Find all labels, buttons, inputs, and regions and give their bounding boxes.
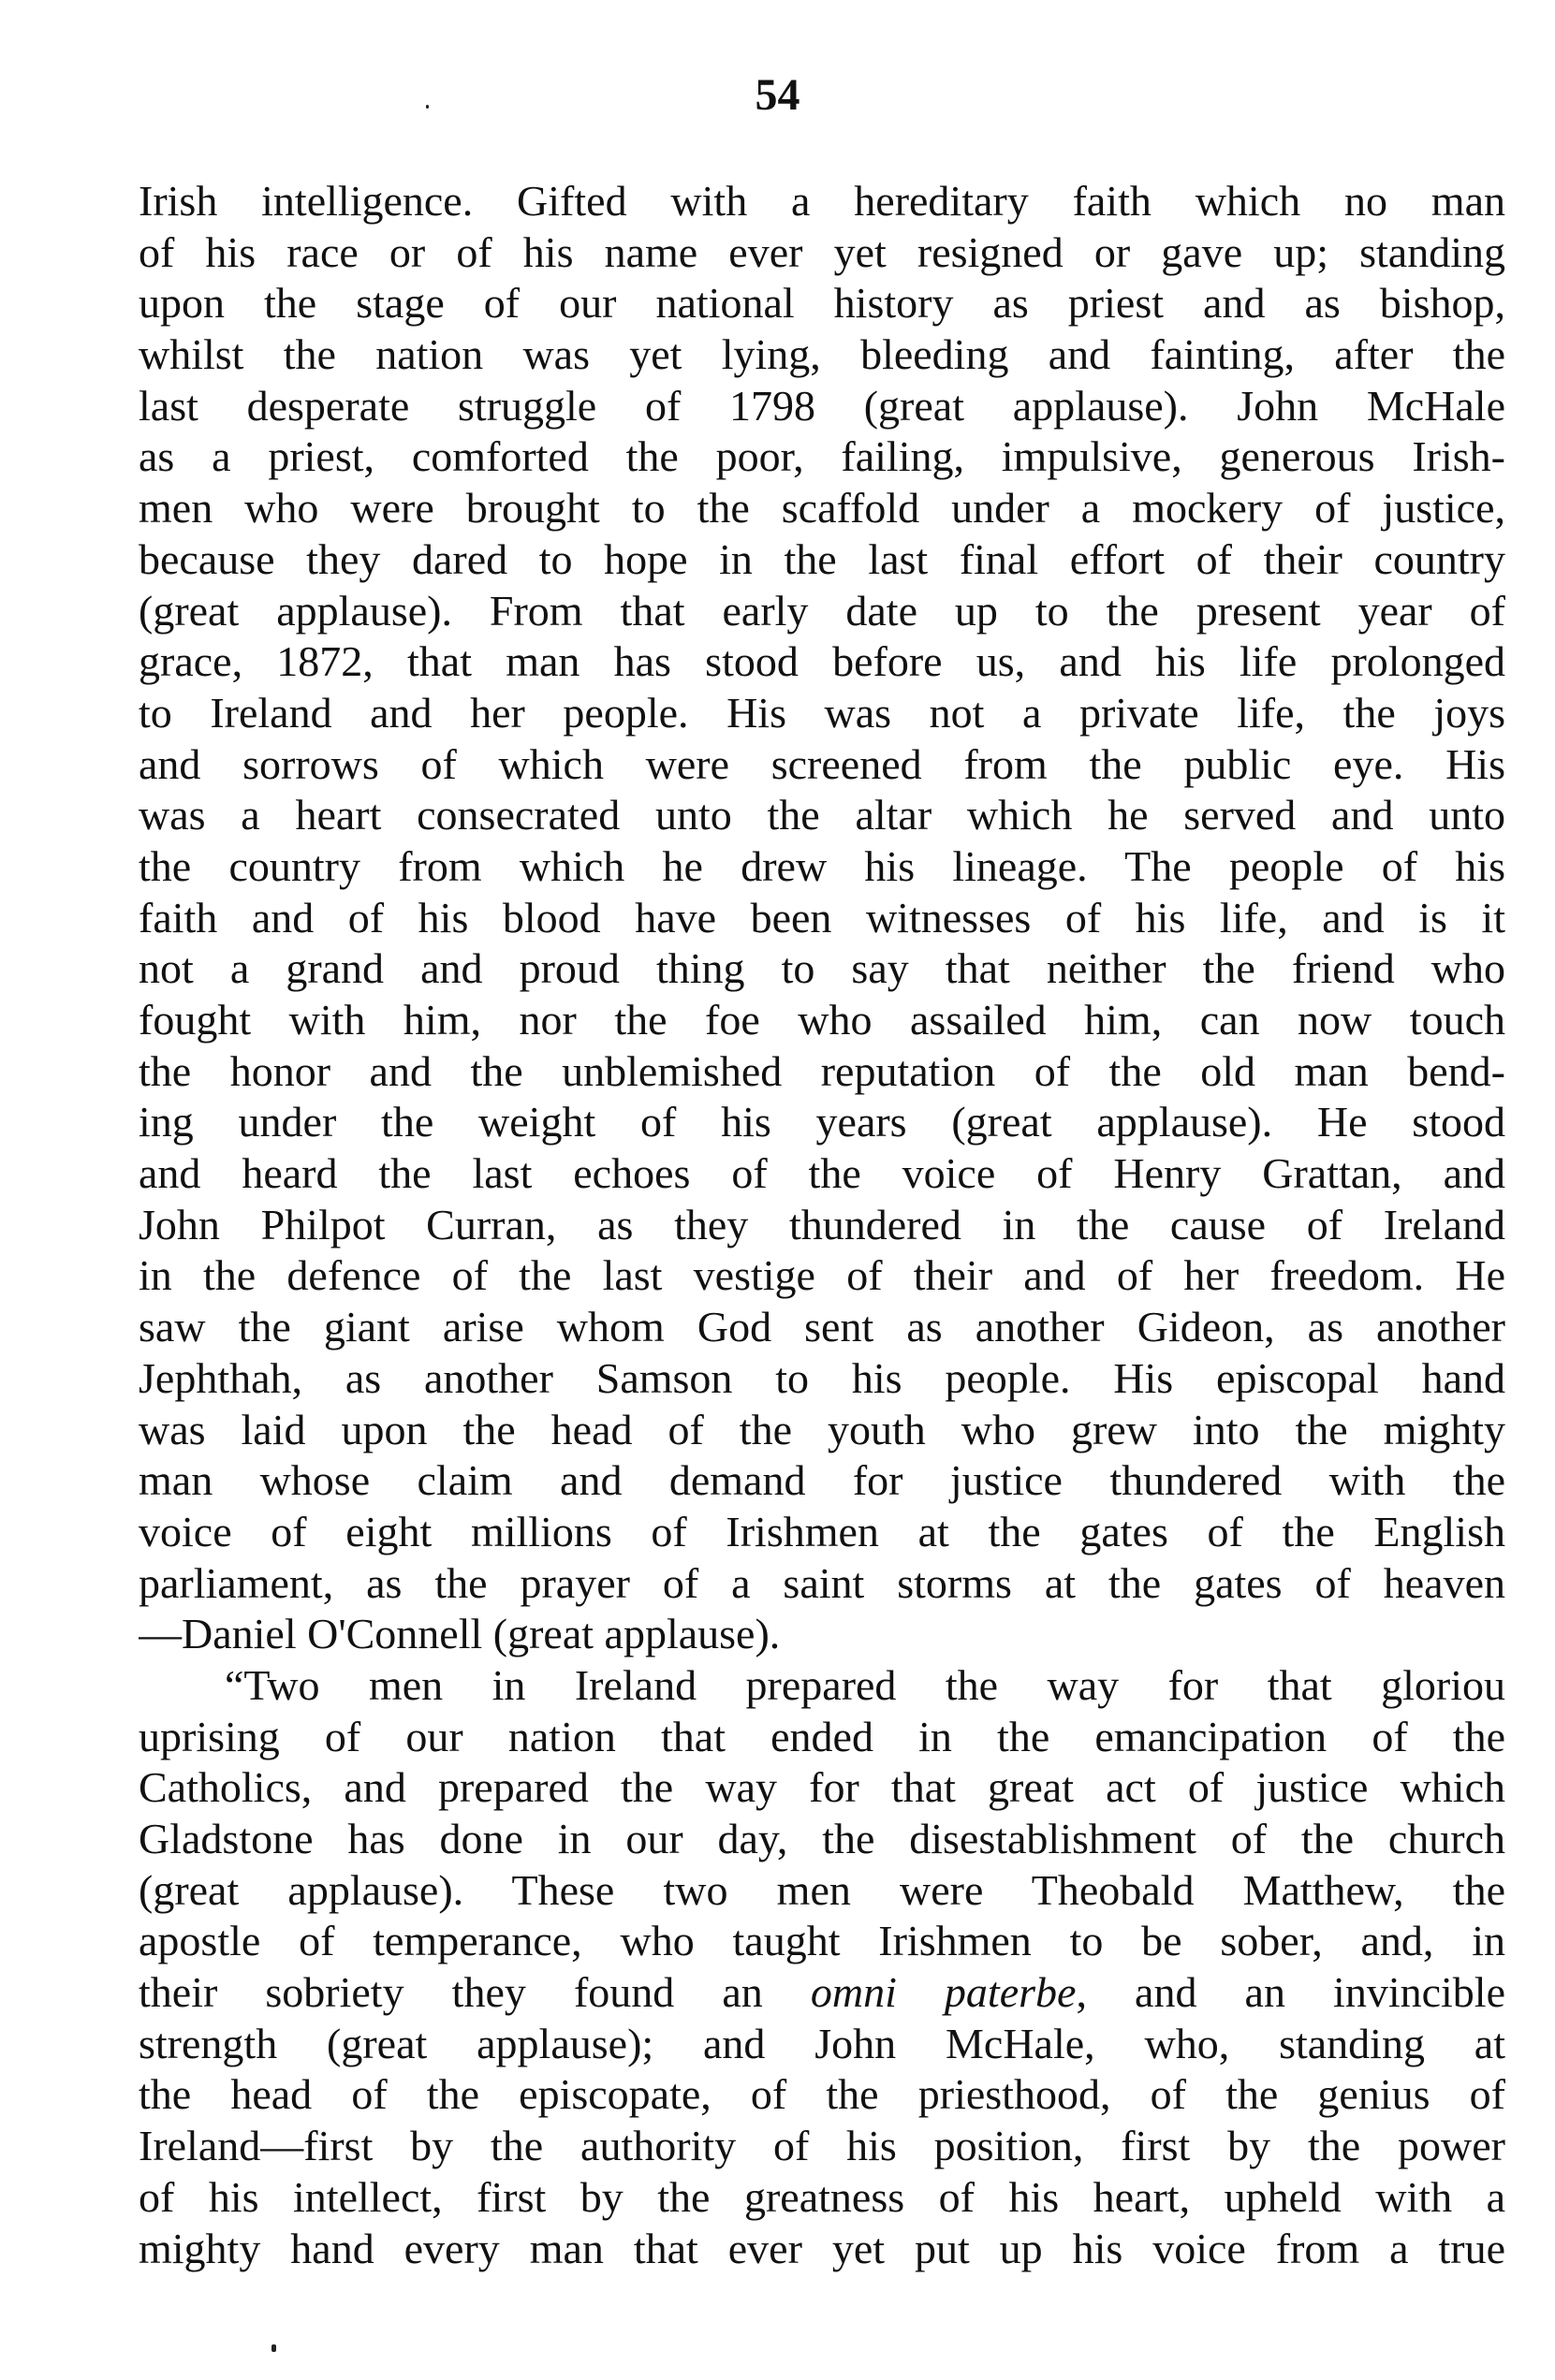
text-line-content: ing under the weight of his years (great applause). He stood [139, 1098, 1505, 1146]
text-line [139, 1097, 1505, 1148]
text-line [139, 2121, 1505, 2172]
text-line [139, 1200, 1505, 1251]
text-line-content: (great applause). These two men were Theobald Matthew, the [139, 1865, 1505, 1914]
text-line [139, 1660, 1505, 1712]
text-line [139, 1148, 1505, 1200]
text-line-content: man whose claim and demand for justice thundered with the [139, 1456, 1505, 1505]
text-line-content: and heard the last echoes of the voice of Henry Grattan, and [139, 1149, 1505, 1198]
text-line [139, 688, 1505, 739]
text-line [139, 995, 1505, 1046]
text-line-content: was a heart consecrated unto the altar which he served and unto [139, 791, 1505, 840]
text-line-content: Ireland—first by the authority of his position, first by the power [139, 2122, 1505, 2170]
text-line-content: parliament, as the prayer of a saint storms at the gates of heaven [139, 1558, 1505, 1607]
text-line [139, 2019, 1505, 2070]
text-line-content: Jephthah, as another Samson to his people. His episcopal hand [139, 1353, 1505, 1402]
text-line-content: mighty hand every man that ever yet put up his voice from a true [139, 2224, 1505, 2272]
speck-mark [426, 105, 429, 109]
text-line-content: Gladstone has done in our day, the disestablishment of the church [139, 1815, 1505, 1862]
speck-mark [271, 2344, 276, 2352]
text-line-content: whilst the nation was yet lying, bleeding and fainting, after the [139, 330, 1505, 379]
text-line [139, 636, 1505, 688]
text-line-content: men who were brought to the scaffold under a mockery of justice, [139, 484, 1505, 533]
text-line [139, 943, 1505, 995]
text-line [139, 534, 1505, 586]
text-line [139, 329, 1505, 381]
text-line-content: saw the giant arise whom God sent as another Gideon, as another [139, 1303, 1505, 1351]
text-line [139, 841, 1505, 893]
text-line [139, 1916, 1505, 1967]
text-line-content: not a grand and proud thing to say that neither the friend who [139, 944, 1505, 993]
text-line-content: —Daniel O'Connell (great applause). [139, 1610, 781, 1658]
text-line-content: to Ireland and her people. His was not a private life, the joys [139, 688, 1505, 737]
text-line-content: their sobriety they found an [139, 1968, 811, 2017]
text-line [139, 1814, 1505, 1865]
text-line-content: was laid upon the head of the youth who grew into the mighty [139, 1405, 1505, 1453]
text-line-content: the honor and the unblemished reputation of the old man bend- [139, 1046, 1505, 1095]
text-line [139, 483, 1505, 534]
italic-phrase: omni paterbe [810, 1968, 1077, 2017]
text-line-content: John Philpot Curran, as they thundered in the cause of Ireland [139, 1200, 1505, 1248]
text-line-content: in the defence of the last vestige of their and of her freedom. He [139, 1251, 1505, 1300]
text-line-content: of his intellect, first by the greatness of his heart, upheld with a [139, 2172, 1505, 2221]
text-line [139, 1762, 1505, 1814]
text-line [139, 1046, 1505, 1098]
text-line-content: of his race or of his name ever yet resigned or gave up; standing [139, 227, 1505, 276]
text-line [139, 1353, 1505, 1405]
text-line-content: “Two men in Ireland prepared the way for that gloriou [225, 1660, 1505, 1709]
text-line [139, 431, 1505, 483]
text-line-content: fought with him, nor the foe who assailed him, can now touch [139, 996, 1505, 1044]
text-line-content: Irish intelligence. Gifted with a hereditary faith which no man [139, 177, 1505, 225]
text-line-content: Catholics, and prepared the way for that great act of justice which [139, 1763, 1505, 1812]
text-line-content: apostle of temperance, who taught Irishmen to be sober, and, in [139, 1917, 1505, 1965]
text-line [139, 1507, 1505, 1558]
text-line-content: faith and of his blood have been witnesses of his life, and is it [139, 893, 1505, 942]
text-line [139, 1250, 1505, 1302]
text-line [139, 2172, 1505, 2224]
text-line [139, 1609, 1505, 1660]
text-line [139, 1302, 1505, 1353]
text-line [139, 227, 1505, 279]
page-number: 54 [755, 70, 800, 120]
text-line [139, 2069, 1505, 2121]
text-line-content: grace, 1872, that man has stood before us, and his life prolonged [139, 637, 1505, 686]
text-line [139, 1712, 1505, 1763]
text-line [139, 2224, 1505, 2275]
text-line [139, 739, 1505, 791]
text-line [139, 1455, 1505, 1507]
text-line-content: last desperate struggle of 1798 (great applause). John McHale [139, 381, 1505, 430]
text-line-content: the head of the episcopate, of the priesthood, of the genius of [139, 2070, 1505, 2119]
text-line-content: uprising of our nation that ended in the emancipation of the [139, 1712, 1505, 1760]
text-line [139, 1405, 1505, 1456]
text-line [139, 1967, 1505, 2019]
text-line-content: (great applause). From that early date up to the present year of [139, 586, 1505, 635]
text-line-content: the country from which he drew his lineage. The people of his [139, 841, 1505, 890]
text-line-content: voice of eight millions of Irishmen at the gates of the English [139, 1507, 1505, 1555]
text-line [139, 1865, 1505, 1917]
text-line [139, 790, 1505, 841]
text-line [139, 1558, 1505, 1610]
text-line-content: upon the stage of our national history as priest and as bishop, [139, 279, 1505, 328]
body-text [139, 176, 1505, 2274]
text-line [139, 381, 1505, 432]
text-line [139, 278, 1505, 329]
text-line [139, 176, 1505, 227]
text-line [139, 586, 1505, 637]
text-line-content: because they dared to hope in the last final effort of their country [139, 534, 1505, 583]
text-line-content: and sorrows of which were screened from the public eye. His [139, 739, 1505, 788]
text-line-continuation: , and an invincible [1076, 1968, 1505, 2017]
text-line [139, 893, 1505, 944]
text-line-content: as a priest, comforted the poor, failing, impulsive, generous Irish- [139, 432, 1505, 481]
text-line-content: strength (great applause); and John McHale, who, standing at [139, 2019, 1505, 2067]
